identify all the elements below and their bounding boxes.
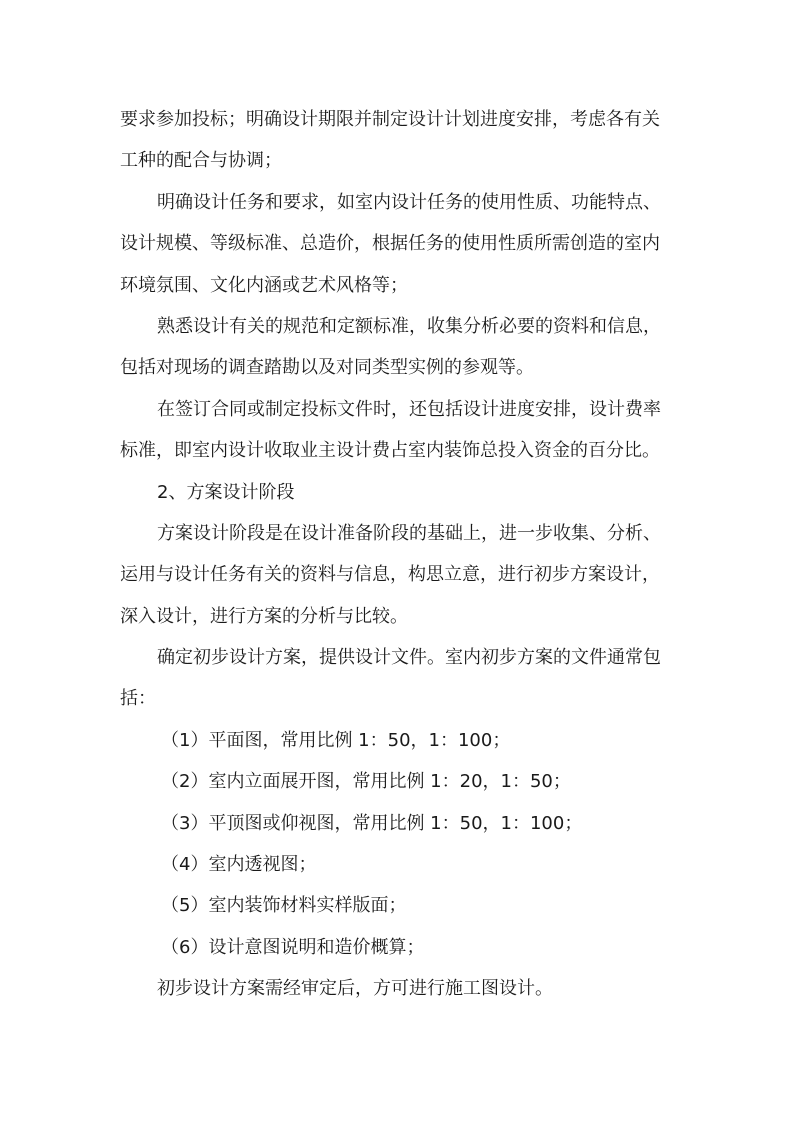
paragraph-line: 环境氛围、文化内涵或艺术风格等； — [120, 274, 408, 296]
document-body — [120, 99, 680, 1010]
paragraph-line: 在签订合同或制定投标文件时，还包括设计进度安排，设计费率 — [157, 398, 661, 420]
list-item: （6）设计意图说明和造价概算； — [161, 936, 425, 958]
paragraph-line: 工种的配合与协调； — [120, 150, 282, 172]
list-item: （4）室内透视图； — [161, 854, 317, 876]
paragraph-line: 标准，即室内设计收取业主设计费占室内装饰总投入资金的百分比。 — [120, 440, 660, 462]
paragraph-line: 设计规模、等级标准、总造价，根据任务的使用性质所需创造的室内 — [120, 233, 660, 255]
paragraph-line: 确定初步设计方案，提供设计文件。室内初步方案的文件通常包 — [157, 647, 661, 669]
paragraph-line: 熟悉设计有关的规范和定额标准，收集分析必要的资料和信息， — [157, 315, 661, 337]
paragraph-line: 方案设计阶段是在设计准备阶段的基础上，进一步收集、分析、 — [157, 522, 661, 544]
paragraph-line: 深入设计，进行方案的分析与比较。 — [120, 605, 408, 627]
paragraph-line: 初步设计方案需经审定后，方可进行施工图设计。 — [157, 978, 553, 1000]
paragraph-line: 明确设计任务和要求，如室内设计任务的使用性质、功能特点、 — [157, 191, 661, 213]
section-heading: 2、方案设计阶段 — [157, 481, 295, 503]
list-item: （1）平面图，常用比例 1：50，1：100； — [161, 729, 511, 751]
paragraph-line: 要求参加投标；明确设计期限并制定设计计划进度安排，考虑各有关 — [120, 109, 660, 130]
list-item: （2）室内立面展开图，常用比例 1：20，1：50； — [161, 771, 571, 793]
list-item: （3）平顶图或仰视图，常用比例 1：50，1：100； — [161, 812, 583, 834]
paragraph-line: 包括对现场的调查踏勘以及对同类型实例的参观等。 — [120, 357, 534, 379]
paragraph-line: 括： — [120, 688, 156, 710]
list-item: （5）室内装饰材料实样版面； — [161, 895, 407, 917]
paragraph-line: 运用与设计任务有关的资料与信息，构思立意，进行初步方案设计， — [120, 564, 660, 586]
